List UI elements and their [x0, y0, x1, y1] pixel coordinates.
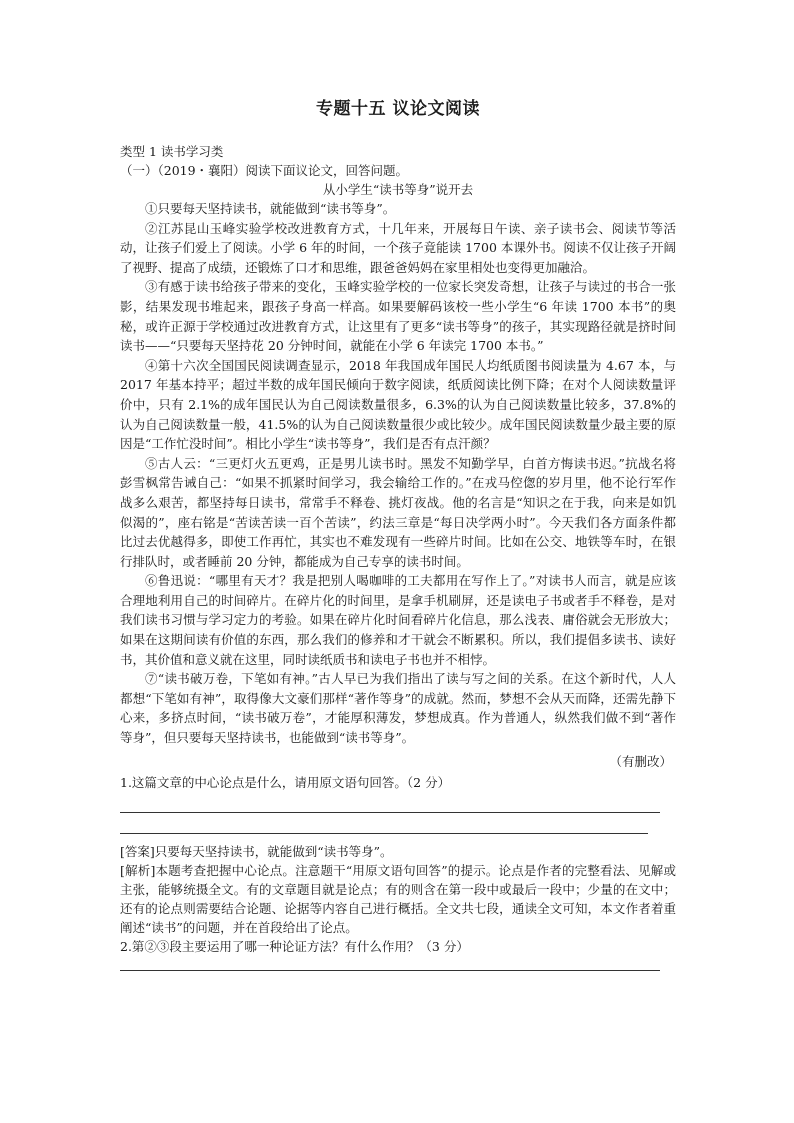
source-note: （有删改） [609, 753, 672, 769]
page-title: 专题十五 议论文阅读 [316, 99, 480, 119]
paragraph-1: ①只要每天坚持读书，就能做到“读书等身”。 [145, 201, 396, 216]
paragraph-5: ⑤古人云：“三更灯火五更鸡，正是男儿读书时。黑发不知勤学早，白首方悔读书迟。”抗战名将彭雪枫常告诫自己：“如果不抓紧时间学习，我会输给工作的。”在戎马倥偬的岁月里，他不论行军作战多么艰苦，都坚持每日读书，常常手不释卷、挑灯夜战。他的名言是“知识之在于我，向来是如饥似渴的”，座右铭是“苦读苦读一百个苦读”，约法三章是“每日决学两小时”。今天我们各方面条件都比过去优越得多，即使工作再忙，其实也不难发现有一些碎片时间。比如在公交、地铁等车时，在银行排队时，或者睡前 20 分钟，都能成为自己专享的读书时间。 [120, 455, 676, 569]
answer-spacer [120, 956, 676, 970]
type-label: 类型 1 读书学习类 [120, 144, 224, 159]
answer-line-3[interactable] [120, 970, 660, 971]
article-title: 从小学生“读书等身”说开去 [322, 182, 474, 197]
answer-spacer [120, 834, 676, 842]
question-1: 1.这篇文章的中心论点是什么，请用原文语句回答。（2 分） [120, 774, 451, 790]
answer-spacer [120, 792, 676, 812]
paragraph-2: ②江苏昆山玉峰实验学校改进教育方式，十几年来，开展每日午读、亲子读书会、阅读节等活动，让孩子们爱上了阅读。小学 6 年的时间，一个孩子竟能读 1700 本课外书。阅读不仅让孩子开阔了视野、提高了成绩，还锻炼了口才和思维，跟爸爸妈妈在家里相处也变得更加融洽。 [120, 220, 676, 275]
paragraph-6: ⑥鲁迅说：“哪里有天才？我是把别人喝咖啡的工夫都用在写作上了。”对读书人而言，就是应该合理地利用自己的时间碎片。在碎片化的时间里，是拿手机刷屏，还是读电子书或者手不释卷，是对我们读书习惯与学习定力的考验。如果在碎片化时间看碎片化信息，那么浅表、庸俗就会无形放大；如果在这期间读有价值的东西，那么我们的修养和才干就会不断累积。所以，我们提倡多读书、读好书，其价值和意义就在这里，同时读纸质书和读电子书也并不相悖。 [120, 573, 676, 667]
paragraph-3: ③有感于读书给孩子带来的变化，玉峰实验学校的一位家长突发奇想，让孩子与读过的书合一张影，结果发现书堆起来，跟孩子身高一样高。如果要解码该校一些小学生“6 年读 1700 本书”的奥秘，或许正源于学校通过改进教育方式，让这里有了更多“读书等身”的孩子，其实现路径就是挤时间读书——“只要每天坚持花 20 分钟时间，就能在小学 6 年读完 1700 本书。” [120, 279, 676, 354]
question-2: 2.第②③段主要运用了哪一种论证方法？有什么作用？（3 分） [120, 938, 469, 954]
document-page [120, 98, 676, 971]
paragraph-7: ⑦“读书破万卷，下笔如有神。”古人早已为我们指出了读与写之间的关系。在这个新时代，人人都想“下笔如有神”，取得像大文豪们那样“著作等身”的成就。然而，梦想不会从天而降，还需先静下心来，多挤点时间，“读书破万卷”，才能厚积薄发，梦想成真。作为普通人，纵然我们做不到“著作等身”，但只要每天坚持读书，也能做到“读书等身”。 [120, 671, 676, 746]
answer-1: [答案]只要每天坚持读书，就能做到“读书等身”。 [120, 843, 393, 859]
analysis-1: [解析]本题考查把握中心论点。注意题干“用原文语句回答”的提示。论点是作者的完整看法、见解或主张，能够统摄全文。有的文章题目就是论点；有的则含在第一段中或最后一段中；少量的在文中；还有的论点则需要结合论题、论据等内容自己进行概括。全文共七段，通读全文可知，本文作者着重阐述“读书”的问题，并在首段给出了论点。 [120, 862, 676, 935]
paragraph-4: ④第十六次全国国民阅读调查显示，2018 年我国成年国民人均纸质图书阅读量为 4.67 本，与 2017 年基本持平；超过半数的成年国民倾向于数字阅读，纸质阅读比例下降；在对个人阅读数量评价中，只有 2.1%的成年国民认为自己阅读数量很多，6.3%的认为自己阅读数量比较多，37.8%的认为自己阅读数量一般，41.5%的认为自己阅读数量很少或比较少。成年国民阅读数量少最主要的原因是“工作忙没时间”。相比小学生“读书等身”，我们是否有点汗颜？ [120, 357, 676, 452]
section-intro: （一）（2019・襄阳）阅读下面议论文，回答问题。 [120, 163, 409, 178]
article-body [120, 199, 676, 748]
answer-spacer [120, 813, 676, 833]
